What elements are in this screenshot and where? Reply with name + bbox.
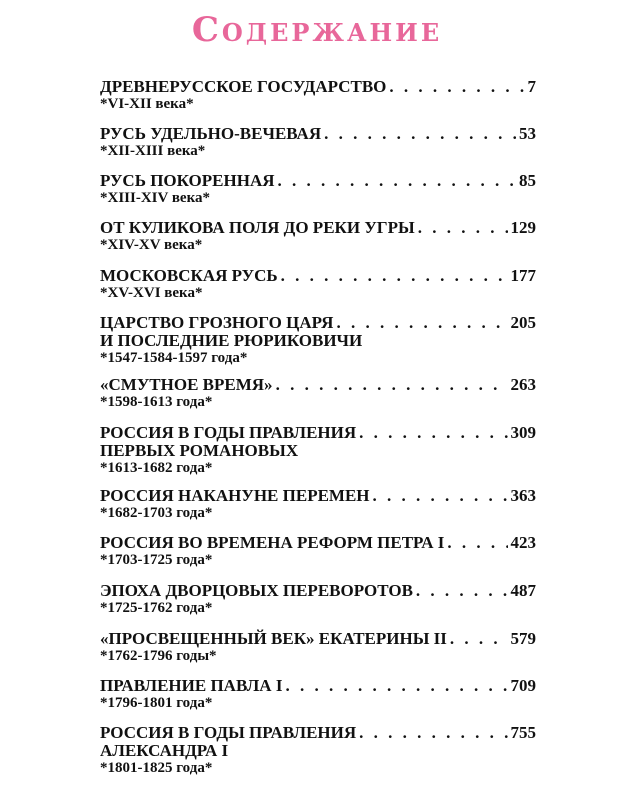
leader-dots (447, 534, 507, 552)
chapter-dates: *1762-1796 годы* (100, 648, 217, 664)
toc-entry[interactable] (100, 630, 536, 665)
chapter-title-continued: АЛЕКСАНДРА I (100, 741, 229, 760)
leader-dots (359, 424, 507, 442)
toc-entry[interactable] (100, 78, 536, 113)
leader-dots (416, 582, 508, 600)
toc-entry[interactable] (100, 219, 536, 254)
chapter-title: РОССИЯ НАКАНУНЕ ПЕРЕМЕН (100, 486, 370, 505)
leader-dots (359, 724, 507, 742)
chapter-title-continued: И ПОСЛЕДНИЕ РЮРИКОВИЧИ (100, 331, 363, 350)
page-number: 85 (519, 171, 536, 190)
chapter-dates: *1801-1825 года* (100, 760, 213, 776)
toc-entry[interactable] (100, 314, 536, 367)
toc-entry[interactable] (100, 267, 536, 302)
chapter-dates: *XIII-XIV века* (100, 190, 210, 206)
page-number: 363 (510, 486, 536, 505)
page-number: 263 (510, 375, 536, 394)
chapter-title: РОССИЯ В ГОДЫ ПРАВЛЕНИЯ (100, 723, 357, 742)
chapter-dates: *1703-1725 года* (100, 552, 213, 568)
chapter-dates: *1682-1703 года* (100, 505, 213, 521)
toc-entry[interactable] (100, 125, 536, 160)
leader-dots (336, 314, 507, 332)
leader-dots (281, 267, 508, 285)
page-number: 579 (510, 629, 536, 648)
chapter-dates: *1598-1613 года* (100, 394, 213, 410)
page-number: 205 (510, 313, 536, 332)
toc-entry[interactable] (100, 534, 536, 569)
chapter-title: «СМУТНОЕ ВРЕМЯ» (100, 375, 273, 394)
chapter-title: ОТ КУЛИКОВА ПОЛЯ ДО РЕКИ УГРЫ (100, 218, 415, 237)
page-number: 709 (510, 676, 536, 695)
leader-dots (389, 78, 524, 96)
chapter-dates: *VI-XII века* (100, 96, 194, 112)
chapter-title: МОСКОВСКАЯ РУСЬ (100, 266, 278, 285)
leader-dots (276, 376, 508, 394)
chapter-title: РОССИЯ В ГОДЫ ПРАВЛЕНИЯ (100, 423, 357, 442)
leader-dots (450, 630, 508, 648)
page-number: 755 (510, 723, 536, 742)
chapter-title: ЦАРСТВО ГРОЗНОГО ЦАРЯ (100, 313, 334, 332)
chapter-dates: *1725-1762 года* (100, 600, 213, 616)
leader-dots (285, 677, 507, 695)
chapter-title: РУСЬ УДЕЛЬНО-ВЕЧЕВАЯ (100, 124, 322, 143)
toc-entry[interactable] (100, 582, 536, 617)
toc-entry[interactable] (100, 724, 536, 777)
chapter-title: РОССИЯ ВО ВРЕМЕНА РЕФОРМ ПЕТРА I (100, 533, 445, 552)
chapter-dates: *XII-XIII века* (100, 143, 206, 159)
chapter-dates: *XIV-XV века* (100, 237, 203, 253)
chapter-title-continued: ПЕРВЫХ РОМАНОВЫХ (100, 441, 299, 460)
page-number: 423 (510, 533, 536, 552)
chapter-title: РУСЬ ПОКОРЕННАЯ (100, 171, 275, 190)
chapter-title: ПРАВЛЕНИЕ ПАВЛА I (100, 676, 283, 695)
leader-dots (373, 487, 508, 505)
toc-entry[interactable] (100, 424, 536, 477)
chapter-title: ДРЕВНЕРУССКОЕ ГОСУДАРСТВО (100, 77, 387, 96)
page-number: 7 (527, 77, 536, 96)
page-number: 53 (519, 124, 536, 143)
page-title: Содержание (191, 10, 443, 50)
chapter-dates: *1547-1584-1597 года* (100, 350, 248, 366)
toc-entry[interactable] (100, 487, 536, 522)
page-number: 309 (510, 423, 536, 442)
chapter-dates: *1613-1682 года* (100, 460, 213, 476)
chapter-dates: *1796-1801 года* (100, 695, 213, 711)
leader-dots (418, 219, 508, 237)
toc-entry[interactable] (100, 677, 536, 712)
page-number: 487 (510, 581, 536, 600)
toc-entry[interactable] (100, 376, 536, 411)
page-number: 129 (510, 218, 536, 237)
leader-dots (324, 125, 516, 143)
page-number: 177 (510, 266, 536, 285)
chapter-title: «ПРОСВЕЩЕННЫЙ ВЕК» ЕКАТЕРИНЫ II (100, 629, 447, 648)
chapter-title: ЭПОХА ДВОРЦОВЫХ ПЕРЕВОРОТОВ (100, 581, 413, 600)
toc-entry[interactable] (100, 172, 536, 207)
leader-dots (278, 172, 517, 190)
chapter-dates: *XV-XVI века* (100, 285, 203, 301)
